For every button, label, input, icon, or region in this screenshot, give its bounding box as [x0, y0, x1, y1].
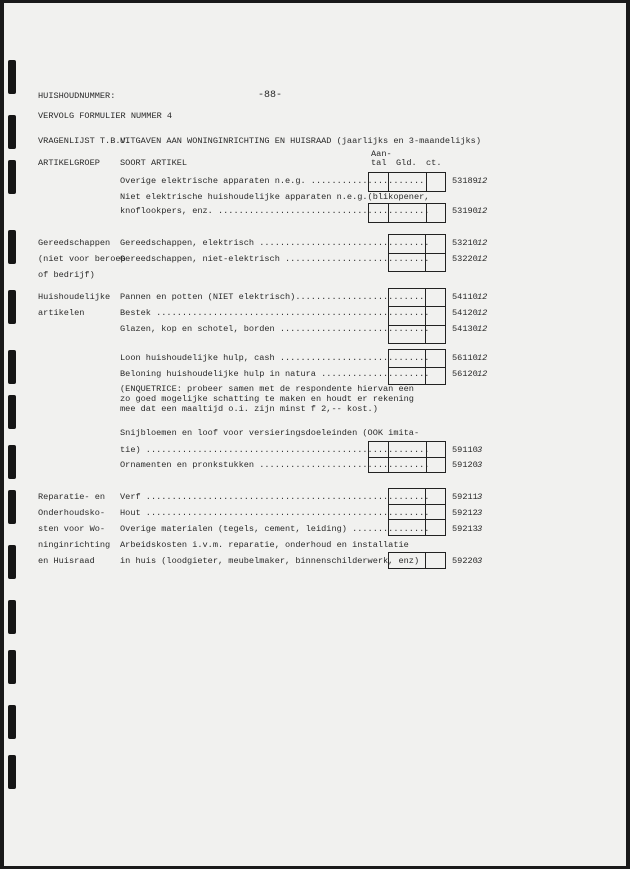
binding-mark: [8, 600, 16, 634]
frequency-code: 12: [477, 353, 488, 363]
frequency-code: 3: [477, 524, 483, 534]
article-group-label: sten voor Wo-: [38, 524, 106, 534]
amount-entry-box: [388, 349, 446, 385]
frequency-code: 12: [477, 324, 488, 334]
amount-entry-box: [388, 288, 446, 344]
article-group-label: Gereedschappen: [38, 238, 111, 248]
guilders-field[interactable]: [388, 204, 425, 222]
article-code: 53190: [452, 206, 478, 216]
column-guilders-header: Gld.: [396, 158, 417, 168]
article-line: Ornamenten en pronkstukken .................................: [120, 460, 430, 470]
binding-mark: [8, 705, 16, 739]
article-group-label: en Huisraad: [38, 556, 95, 566]
cents-field[interactable]: [426, 204, 446, 222]
binding-mark: [8, 545, 16, 579]
frequency-code: 12: [477, 369, 488, 379]
guilders-field[interactable]: [389, 289, 425, 306]
frequency-code: 12: [477, 254, 488, 264]
frequency-code: 3: [477, 460, 483, 470]
binding-mark: [8, 60, 16, 94]
article-group-label: artikelen: [38, 308, 85, 318]
article-line: (ENQUETRICE: probeer samen met de respondente hiervan een: [120, 384, 414, 394]
amount-entry-box: [388, 234, 446, 272]
guilders-field[interactable]: [389, 489, 425, 504]
guilders-field[interactable]: [389, 553, 425, 568]
article-line: Bestek .....................................................: [120, 308, 430, 318]
guilders-field[interactable]: [389, 254, 425, 272]
binding-mark: [8, 395, 16, 429]
article-group-label: ninginrichting: [38, 540, 111, 550]
guilders-field[interactable]: [388, 442, 425, 457]
guilders-field[interactable]: [389, 368, 425, 385]
binding-mark: [8, 160, 16, 194]
article-code: 59213: [452, 524, 478, 534]
cents-field[interactable]: [426, 458, 446, 473]
guilders-field[interactable]: [389, 307, 425, 324]
column-group-header: ARTIKELGROEP: [38, 158, 100, 168]
binding-mark: [8, 755, 16, 789]
article-code: 56110: [452, 353, 478, 363]
frequency-code: 3: [477, 445, 483, 455]
guilders-field[interactable]: [389, 326, 425, 343]
article-code: 59211: [452, 492, 478, 502]
column-article-header: SOORT ARTIKEL: [120, 158, 188, 168]
questionnaire-label: VRAGENLIJST T.B.V.: [38, 136, 131, 146]
article-group-label: Huishoudelijke: [38, 292, 111, 302]
article-code: 59120: [452, 460, 478, 470]
binding-mark: [8, 445, 16, 479]
amount-entry-box: [368, 203, 446, 223]
frequency-code: 12: [477, 238, 488, 248]
article-code: 59212: [452, 508, 478, 518]
cents-field[interactable]: [425, 289, 445, 306]
continuation-label: VERVOLG FORMULIER NUMMER 4: [38, 111, 173, 121]
frequency-code: 3: [477, 556, 483, 566]
article-code: 54120: [452, 308, 478, 318]
article-line: Arbeidskosten i.v.m. reparatie, onderhoud en installatie: [120, 540, 409, 550]
article-line: mee dat een maaltijd o.i. zijn minst f 2,-- kost.): [120, 404, 378, 414]
cents-field[interactable]: [425, 368, 445, 385]
binding-mark: [8, 650, 16, 684]
article-code: 53189: [452, 176, 478, 186]
article-group-label: Onderhoudsko-: [38, 508, 106, 518]
binding-mark: [8, 350, 16, 384]
cents-field[interactable]: [426, 442, 446, 457]
count-field[interactable]: [369, 173, 388, 191]
cents-field[interactable]: [425, 254, 445, 272]
binding-mark: [8, 230, 16, 264]
amount-entry-box: [388, 488, 446, 536]
article-line: Hout .......................................................: [120, 508, 430, 518]
binding-mark: [8, 115, 16, 149]
guilders-field[interactable]: [389, 520, 425, 535]
article-group-label: (niet voor beroep: [38, 254, 126, 264]
frequency-code: 12: [477, 308, 488, 318]
count-field[interactable]: [369, 204, 388, 222]
cents-field[interactable]: [425, 505, 445, 520]
article-code: 56120: [452, 369, 478, 379]
cents-field[interactable]: [426, 173, 446, 191]
column-count-header-bottom: tal: [371, 158, 387, 168]
article-line: in huis (loodgieter, meubelmaker, binnenschilderwerk, enz): [120, 556, 420, 566]
binding-mark: [8, 490, 16, 524]
guilders-field[interactable]: [388, 173, 425, 191]
article-line: knoflookpers, enz. .........................................: [120, 206, 430, 216]
frequency-code: 3: [477, 508, 483, 518]
amount-entry-box: [388, 552, 446, 569]
article-line: Beloning huishoudelijke hulp in natura .....................: [120, 369, 430, 379]
article-line: Overige elektrische apparaten n.e.g. ......................: [120, 176, 425, 186]
article-line: tie) .......................................................: [120, 445, 430, 455]
cents-field[interactable]: [425, 307, 445, 324]
article-line: Niet elektrische huishoudelijke apparaten n.e.g.(blikopener,: [120, 192, 430, 202]
article-code: 59110: [452, 445, 478, 455]
column-count-header-top: Aan-: [371, 149, 392, 159]
article-line: Snijbloemen en loof voor versieringsdoeleinden (OOK imita-: [120, 428, 420, 438]
amount-entry-box: [368, 172, 446, 192]
cents-field[interactable]: [425, 350, 445, 367]
guilders-field[interactable]: [389, 505, 425, 520]
cents-field[interactable]: [425, 235, 445, 253]
article-line: Verf .......................................................: [120, 492, 430, 502]
guilders-field[interactable]: [389, 235, 425, 253]
binding-mark: [8, 290, 16, 324]
article-code: 59220: [452, 556, 478, 566]
article-code: 53210: [452, 238, 478, 248]
article-line: zo goed mogelijke schatting te maken en houdt er rekening: [120, 394, 414, 404]
frequency-code: 12: [477, 206, 488, 216]
frequency-code: 3: [477, 492, 483, 502]
count-field[interactable]: [369, 442, 388, 457]
article-line: Gereedschappen, elektrisch .................................: [120, 238, 430, 248]
count-field[interactable]: [369, 458, 388, 473]
guilders-field[interactable]: [389, 350, 425, 367]
questionnaire-title: UITGAVEN AAN WONINGINRICHTING EN HUISRAAD (jaarlijks en 3-maandelijks): [120, 136, 481, 146]
article-group-label: of bedrijf): [38, 270, 95, 280]
frequency-code: 12: [477, 292, 488, 302]
column-cents-header: ct.: [426, 158, 442, 168]
article-line: Pannen en potten (NIET elektrisch).........................: [120, 292, 425, 302]
cents-field[interactable]: [425, 520, 445, 535]
cents-field[interactable]: [425, 489, 445, 504]
article-code: 54130: [452, 324, 478, 334]
page-number: -88-: [258, 90, 283, 101]
amount-entry-box: [368, 441, 446, 473]
household-number-label: HUISHOUDNUMMER:: [38, 91, 116, 101]
cents-field[interactable]: [425, 553, 445, 568]
article-group-label: Reparatie- en: [38, 492, 106, 502]
article-line: Glazen, kop en schotel, borden .............................: [120, 324, 430, 334]
article-line: Overige materialen (tegels, cement, leiding) ...............: [120, 524, 430, 534]
frequency-code: 12: [477, 176, 488, 186]
cents-field[interactable]: [425, 326, 445, 343]
article-code: 54110: [452, 292, 478, 302]
article-line: Gereedschappen, niet-elektrisch ............................: [120, 254, 430, 264]
guilders-field[interactable]: [388, 458, 425, 473]
article-code: 53220: [452, 254, 478, 264]
article-line: Loon huishoudelijke hulp, cash .............................: [120, 353, 430, 363]
